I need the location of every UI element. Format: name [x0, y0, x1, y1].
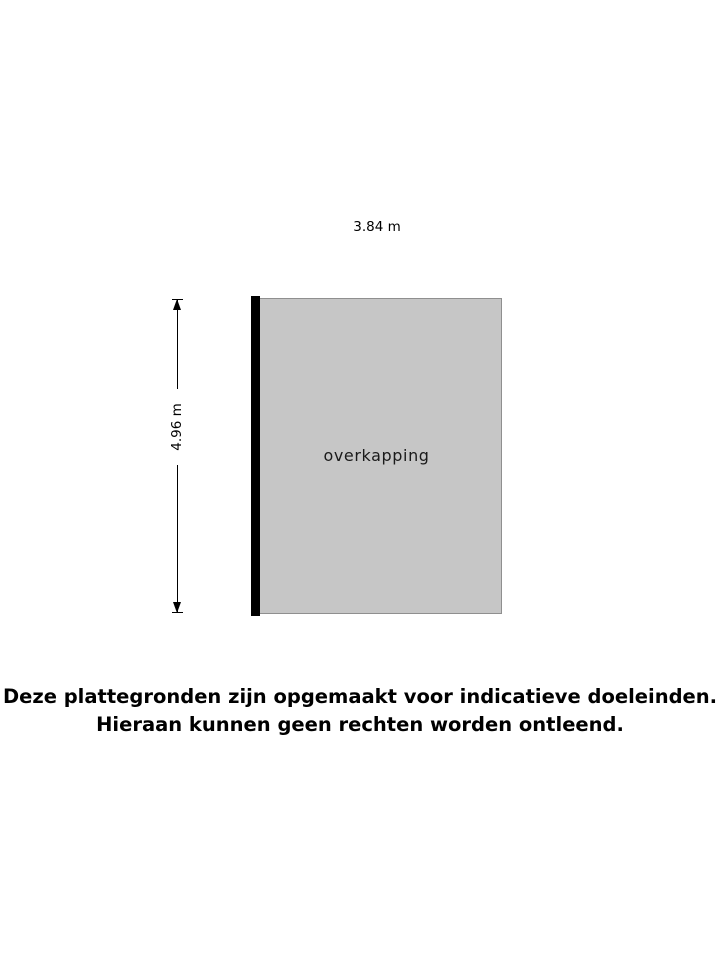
room-label: overkapping: [323, 446, 430, 465]
width-dimension-label: 3.84 m: [253, 218, 501, 236]
disclaimer-line-1: Deze plattegronden zijn opgemaakt voor indicatieve doeleinden.: [2, 685, 718, 708]
disclaimer-line-2: Hieraan kunnen geen rechten worden ontleend.: [96, 713, 624, 736]
height-dimension-label: 4.96 m: [168, 389, 186, 465]
disclaimer-text: [0, 683, 720, 739]
arrow-up-icon: [173, 299, 181, 310]
arrow-down-icon: [173, 602, 181, 613]
